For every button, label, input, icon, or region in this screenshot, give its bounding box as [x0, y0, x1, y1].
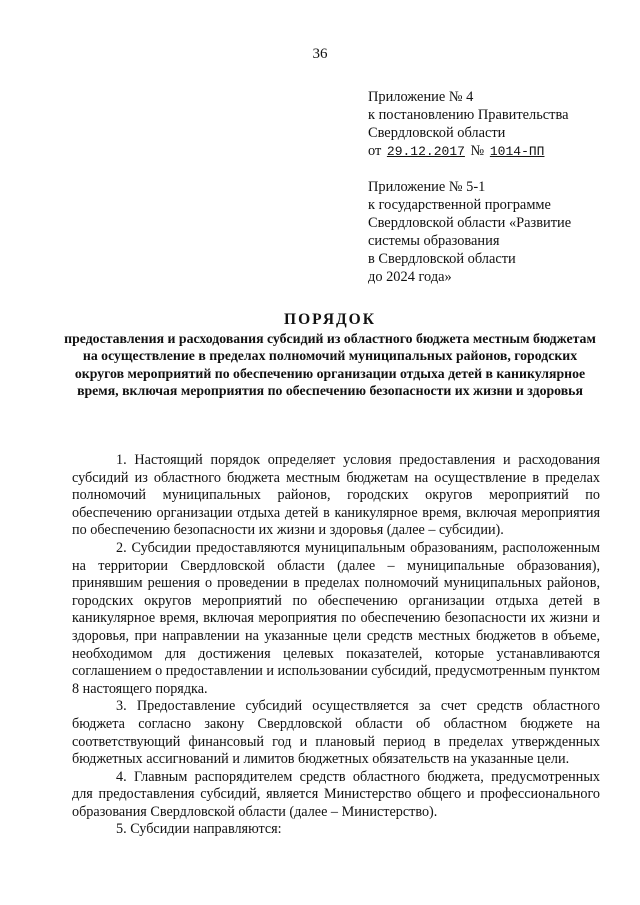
resolution-number: 1014-ПП — [489, 144, 545, 159]
appendix-5-1-line: Свердловской области «Развитие — [368, 215, 572, 231]
number-sign: № — [470, 143, 485, 159]
appendix-5-1-line: к государственной программе — [368, 197, 551, 213]
appendix-4-line: Свердловской области — [368, 125, 506, 141]
document-body — [72, 452, 600, 839]
paragraph: 1. Настоящий порядок определяет условия предоставления и расходования субсидий из областного бюджета местным бюджетам на осуществление в пределах полномочий муниципальных районов, городских округов мероприятий по обеспечению организации отдыха детей в каникулярное время, включая мероприятия по обеспечению безопасности их жизни и здоровья (далее – субсидии). — [72, 452, 600, 539]
page-number: 36 — [312, 46, 328, 62]
appendix-4-line: к постановлению Правительства — [368, 107, 569, 123]
appendix-4-line: Приложение № 4 — [368, 89, 474, 105]
appendix-5-1-line: Приложение № 5-1 — [368, 179, 486, 195]
appendix-5-1-line: в Свердловской области — [368, 251, 516, 267]
document-title: ПОРЯДОК — [284, 311, 376, 328]
paragraph: 2. Субсидии предоставляются муниципальным образованиям, расположенным на территории Свердловской области (далее – муниципальные образования), принявшим решения о проведении в пределах полномочий муниципальных районов, городских округов мероприятий по обеспечению организации отдыха детей в каникулярное время, включая мероприятия по обеспечению безопасности их жизни и здоровья, при направлении на указанные цели средств местных бюджетов в объеме, необходимом для достижения целевых показателей, которые устанавливаются соглашением о предоставлении и использовании субсидий, предусмотренным пунктом 8 настоящего порядка. — [72, 539, 600, 697]
document-title-block — [60, 310, 600, 400]
paragraph: 3. Предоставление субсидий осуществляется за счет средств областного бюджета согласно закону Свердловской области об областном бюджете на соответствующий финансовый год и плановый период в пределах утвержденных бюджетных ассигнований и лимитов бюджетных обязательств на указанные цели. — [72, 698, 600, 768]
resolution-date: 29.12.2017 — [386, 144, 465, 159]
appendix-4-header — [368, 88, 618, 161]
paragraph: 4. Главным распорядителем средств областного бюджета, предусмотренных для предоставления субсидий, является Министерство общего и профессионального образования Свердловской области (далее – Министерство). — [72, 768, 600, 820]
appendix-5-1-header — [368, 178, 618, 286]
paragraph: 5. Субсидии направляются: — [116, 821, 282, 838]
appendix-5-1-line: системы образования — [368, 233, 500, 249]
appendix-5-1-line: до 2024 года» — [368, 269, 452, 285]
date-prefix: от — [368, 143, 382, 159]
document-subtitle: предоставления и расходования субсидий из областного бюджета местным бюджетам на осуществление в пределах полномочий муниципальных районов, городских округов мероприятий по обеспечению организации отдыха детей в каникулярное время, включая мероприятия по обеспечению безопасности их жизни и здоровья — [64, 331, 596, 399]
appendix-4-date-line — [368, 142, 618, 161]
